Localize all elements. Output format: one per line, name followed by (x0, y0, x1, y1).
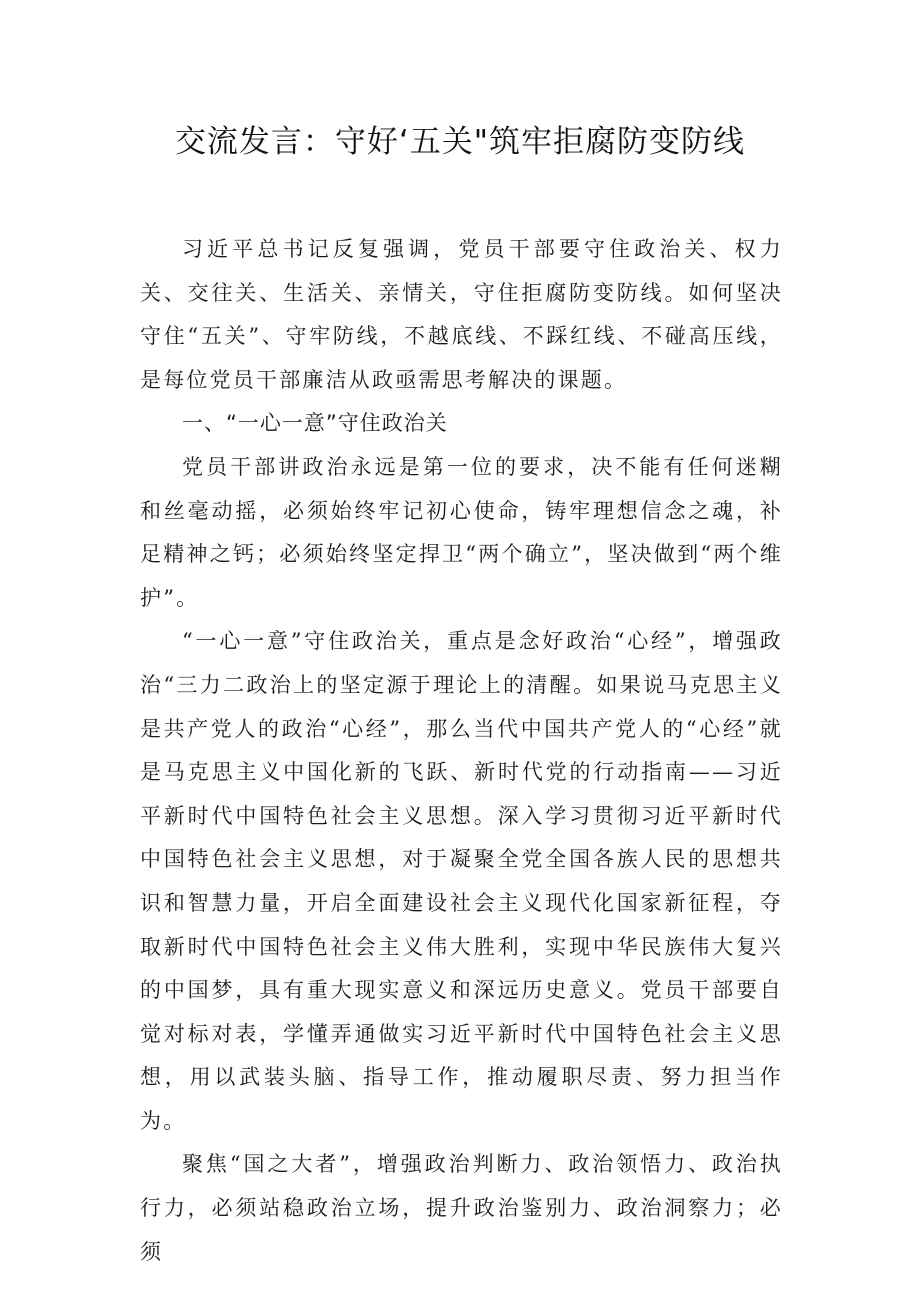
body-paragraph-1: 党员干部讲政治永远是第一位的要求，决不能有任何迷糊和丝毫动摇，必须始终牢记初心使命，铸牢理想信念之魂，补足精神之钙；必须始终坚定捍卫“两个确立”，坚决做到“两个维护”。 (140, 454, 783, 610)
document-body (140, 228, 783, 1274)
body-paragraph-2: “一心一意”守住政治关，重点是念好政治“心经”，增强政治“三力二政治上的坚定源于理论上的清醒。如果说马克思主义是共产党人的政治“心经”，那么当代中国共产党人的“心经”就是马克思主义中国化新的飞跃、新时代党的行动指南——习近平新时代中国特色社会主义思想。深入学习贯彻习近平新时代中国特色社会主义思想，对于凝聚全党全国各族人民的思想共识和智慧力量，开启全面建设社会主义现代化国家新征程，夺取新时代中国特色社会主义伟大胜利，实现中华民族伟大复兴的中国梦，具有重大现实意义和深远历史意义。党员干部要自觉对标对表，学懂弄通做实习近平新时代中国特色社会主义思想，用以武装头脑、指导工作，推动履职尽责、努力担当作为。 (140, 629, 783, 1133)
document-title: 交流发言：守好‘五关"筑牢拒腐防变防线 (174, 124, 746, 160)
intro-paragraph: 习近平总书记反复强调，党员干部要守住政治关、权力关、交往关、生活关、亲情关，守住拒腐防变防线。如何坚决守住“五关”、守牢防线，不越底线、不踩红线、不碰高压线，是每位党员干部廉洁从政亟需思考解决的课题。 (140, 237, 783, 392)
section-heading: 一、“一心一意”守住政治关 (182, 411, 448, 436)
body-paragraph-3: 聚焦“国之大者”，增强政治判断力、政治领悟力、政治执行力，必须站稳政治立场，提升政治鉴别力、政治洞察力；必须 (140, 1152, 783, 1264)
